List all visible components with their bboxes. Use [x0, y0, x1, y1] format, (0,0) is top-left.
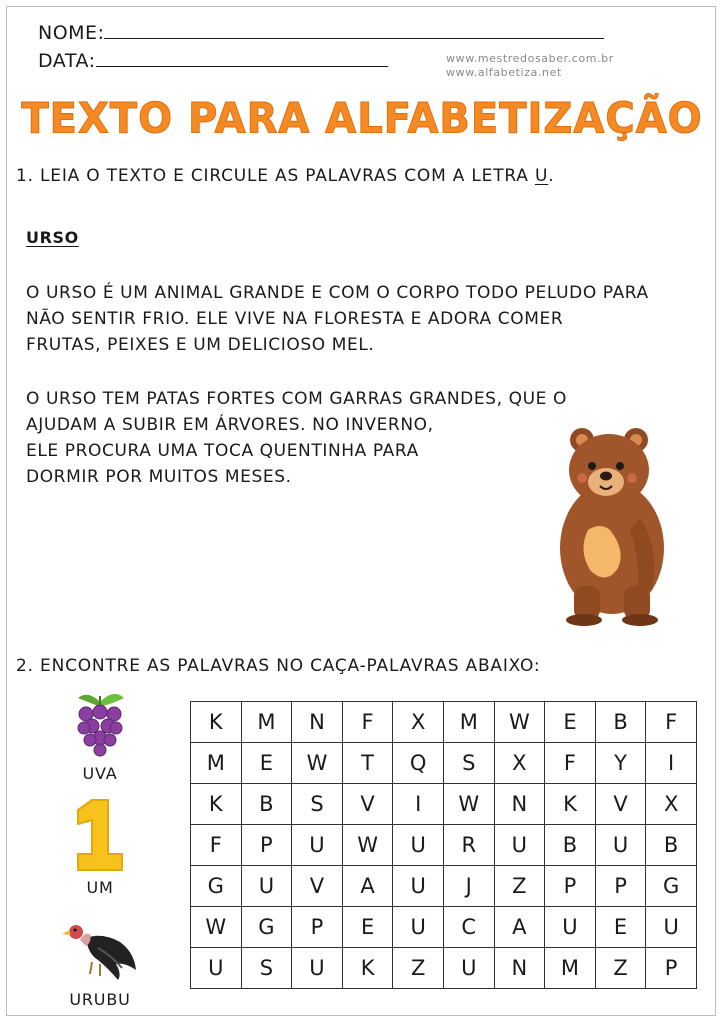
grid-cell[interactable]: U: [393, 907, 444, 948]
grid-cell[interactable]: I: [393, 784, 444, 825]
grid-cell[interactable]: E: [241, 743, 292, 784]
grid-cell[interactable]: G: [646, 866, 697, 907]
text-line: FRUTAS, PEIXES E UM DELICIOSO MEL.: [26, 335, 375, 355]
grid-cell[interactable]: T: [342, 743, 393, 784]
grid-cell[interactable]: E: [595, 907, 646, 948]
grid-cell[interactable]: U: [241, 866, 292, 907]
word-um: UM: [86, 878, 114, 897]
grid-cell[interactable]: F: [646, 702, 697, 743]
question-1-text: 1. LEIA O TEXTO E CIRCULE AS PALAVRAS COM A LETRA: [16, 166, 535, 186]
text-line: DORMIR POR MUITOS MESES.: [26, 467, 292, 487]
grid-cell[interactable]: M: [443, 702, 494, 743]
grid-cell[interactable]: P: [545, 866, 596, 907]
date-label: DATA:: [38, 50, 96, 72]
story-paragraph-1: [26, 280, 649, 358]
grid-cell[interactable]: R: [443, 825, 494, 866]
grid-cell[interactable]: N: [494, 948, 545, 989]
grid-cell[interactable]: W: [191, 907, 242, 948]
grid-cell[interactable]: U: [393, 825, 444, 866]
word-search-grid: [190, 701, 697, 989]
grid-cell[interactable]: U: [191, 948, 242, 989]
grid-cell[interactable]: Z: [393, 948, 444, 989]
site-link-1: www.mestredosaber.com.br: [446, 52, 614, 65]
grid-cell[interactable]: X: [646, 784, 697, 825]
grid-cell[interactable]: V: [292, 866, 343, 907]
grid-cell[interactable]: U: [292, 825, 343, 866]
grid-cell[interactable]: U: [292, 948, 343, 989]
grid-row: [191, 702, 697, 743]
text-line: ELE PROCURA UMA TOCA QUENTINHA PARA: [26, 441, 419, 461]
vulture-icon: [62, 918, 138, 982]
story-title: URSO: [26, 228, 79, 247]
site-link-2: www.alfabetiza.net: [446, 66, 562, 79]
grid-cell[interactable]: F: [342, 702, 393, 743]
number-one-icon: [68, 796, 132, 874]
date-line: [38, 48, 388, 72]
grid-cell[interactable]: Z: [494, 866, 545, 907]
grid-cell[interactable]: P: [595, 866, 646, 907]
grid-cell[interactable]: Q: [393, 743, 444, 784]
grid-cell[interactable]: I: [646, 743, 697, 784]
grid-cell[interactable]: B: [595, 702, 646, 743]
date-field[interactable]: [96, 48, 388, 67]
grid-cell[interactable]: K: [545, 784, 596, 825]
grid-cell[interactable]: U: [393, 866, 444, 907]
name-line: [38, 20, 604, 44]
grid-cell[interactable]: V: [342, 784, 393, 825]
grid-cell[interactable]: S: [443, 743, 494, 784]
grid-row: [191, 948, 697, 989]
grid-cell[interactable]: Z: [595, 948, 646, 989]
grapes-icon: [70, 688, 130, 760]
grid-cell[interactable]: N: [292, 702, 343, 743]
grid-cell[interactable]: X: [494, 743, 545, 784]
question-1-suffix: .: [548, 166, 555, 186]
question-1-letter: U: [534, 166, 549, 186]
grid-cell[interactable]: U: [646, 907, 697, 948]
grid-cell[interactable]: G: [191, 866, 242, 907]
grid-cell[interactable]: U: [545, 907, 596, 948]
grid-cell[interactable]: W: [494, 702, 545, 743]
grid-cell[interactable]: G: [241, 907, 292, 948]
grid-cell[interactable]: J: [443, 866, 494, 907]
grid-cell[interactable]: B: [646, 825, 697, 866]
grid-cell[interactable]: P: [292, 907, 343, 948]
grid-cell[interactable]: K: [191, 702, 242, 743]
grid-cell[interactable]: P: [241, 825, 292, 866]
grid-cell[interactable]: K: [191, 784, 242, 825]
bear-illustration: [548, 418, 676, 628]
grid-cell[interactable]: B: [241, 784, 292, 825]
grid-cell[interactable]: V: [595, 784, 646, 825]
grid-row: [191, 866, 697, 907]
word-uva: UVA: [82, 764, 118, 783]
text-line: O URSO TEM PATAS FORTES COM GARRAS GRANDES, QUE O: [26, 389, 567, 409]
grid-cell[interactable]: M: [191, 743, 242, 784]
grid-cell[interactable]: A: [494, 907, 545, 948]
grid-cell[interactable]: M: [241, 702, 292, 743]
grid-cell[interactable]: A: [342, 866, 393, 907]
grid-cell[interactable]: U: [595, 825, 646, 866]
grid-cell[interactable]: K: [342, 948, 393, 989]
grid-cell[interactable]: B: [545, 825, 596, 866]
grid-cell[interactable]: E: [545, 702, 596, 743]
grid-cell[interactable]: C: [443, 907, 494, 948]
text-line: O URSO É UM ANIMAL GRANDE E COM O CORPO TODO PELUDO PARA: [26, 283, 649, 303]
name-field[interactable]: [104, 20, 604, 39]
grid-cell[interactable]: S: [241, 948, 292, 989]
grid-cell[interactable]: W: [292, 743, 343, 784]
name-label: NOME:: [38, 22, 105, 44]
grid-cell[interactable]: F: [545, 743, 596, 784]
grid-cell[interactable]: U: [494, 825, 545, 866]
text-line: AJUDAM A SUBIR EM ÁRVORES. NO INVERNO,: [26, 415, 434, 435]
grid-cell[interactable]: P: [646, 948, 697, 989]
grid-cell[interactable]: W: [342, 825, 393, 866]
grid-row: [191, 907, 697, 948]
page-title: TEXTO PARA ALFABETIZAÇÃO: [21, 94, 703, 144]
grid-row: [191, 784, 697, 825]
word-urubu: URUBU: [69, 990, 131, 1009]
text-line: NÃO SENTIR FRIO. ELE VIVE NA FLORESTA E ADORA COMER: [26, 309, 564, 329]
grid-cell[interactable]: N: [494, 784, 545, 825]
grid-cell[interactable]: M: [545, 948, 596, 989]
grid-cell[interactable]: X: [393, 702, 444, 743]
grid-row: [191, 743, 697, 784]
question-2: 2. ENCONTRE AS PALAVRAS NO CAÇA-PALAVRAS ABAIXO:: [16, 656, 541, 676]
grid-cell[interactable]: Y: [595, 743, 646, 784]
grid-cell[interactable]: U: [443, 948, 494, 989]
grid-cell[interactable]: E: [342, 907, 393, 948]
grid-cell[interactable]: F: [191, 825, 242, 866]
grid-cell[interactable]: S: [292, 784, 343, 825]
grid-row: [191, 825, 697, 866]
story-paragraph-2: [26, 386, 567, 490]
grid-cell[interactable]: W: [443, 784, 494, 825]
question-1: [16, 166, 554, 186]
